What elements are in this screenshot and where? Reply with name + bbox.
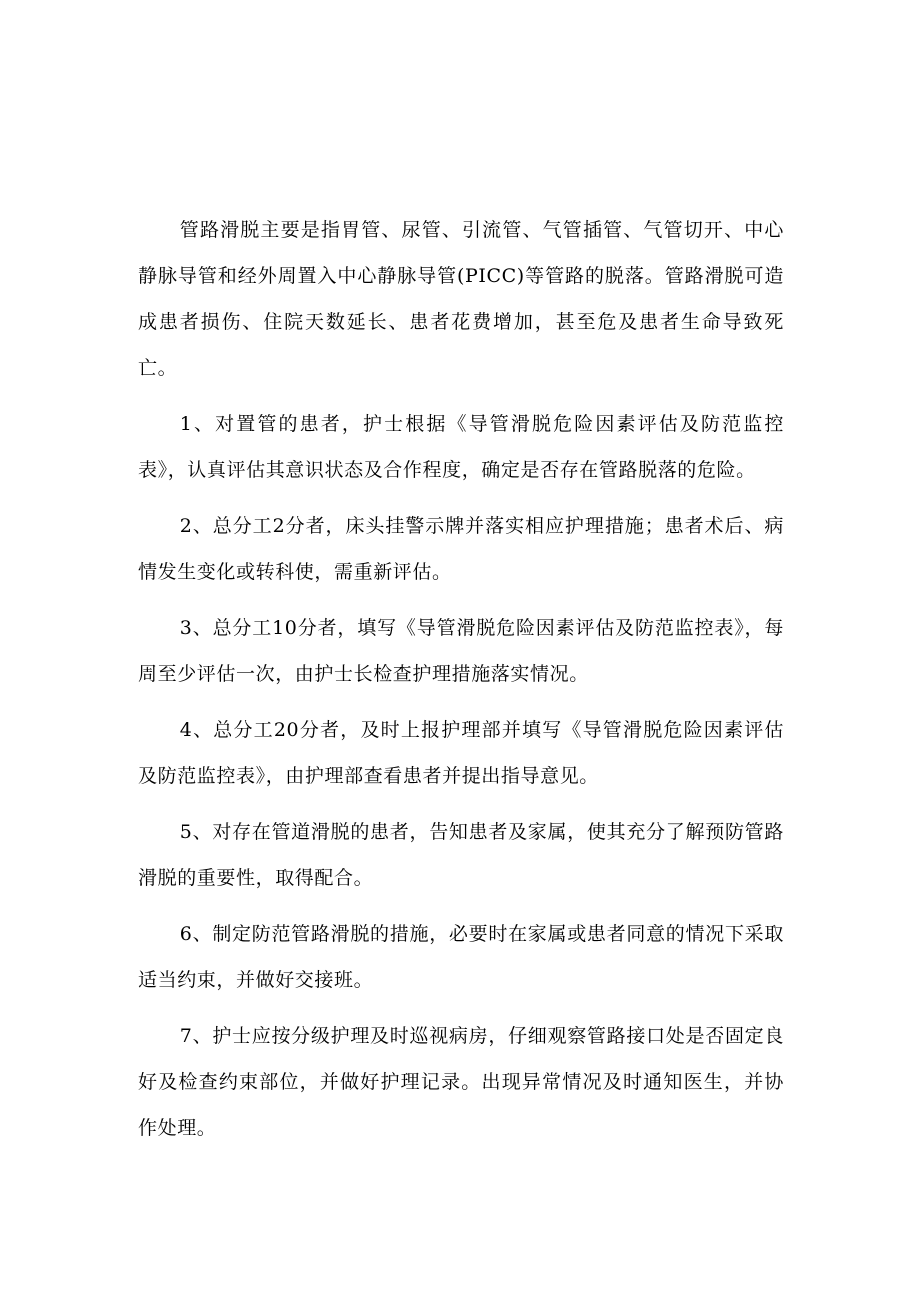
item-7-paragraph: 7、护士应按分级护理及时巡视病房，仔细观察管路接口处是否固定良好及检查约束部位，并做好护理记录。出现异常情况及时通知医生，并协作处理。	[138, 1025, 784, 1139]
item-4-paragraph: 4、总分工20分者，及时上报护理部并填写《导管滑脱危险因素评估及防范监控表》，由护理部查看患者并提出指导意见。	[138, 719, 784, 787]
item-5-paragraph: 5、对存在管道滑脱的患者，告知患者及家属，使其充分了解预防管路滑脱的重要性，取得配合。	[138, 821, 784, 889]
item-3-paragraph: 3、总分工10分者，填写《导管滑脱危险因素评估及防范监控表》，每周至少评估一次，由护士长检查护理措施落实情况。	[138, 617, 784, 685]
document-body	[138, 207, 784, 1161]
item-1-paragraph: 1、对置管的患者，护士根据《导管滑脱危险因素评估及防范监控表》，认真评估其意识状态及合作程度，确定是否存在管路脱落的危险。	[138, 413, 784, 481]
item-2-paragraph: 2、总分工2分者，床头挂警示牌并落实相应护理措施；患者术后、病情发生变化或转科使，需重新评估。	[138, 515, 784, 583]
item-6-paragraph: 6、制定防范管路滑脱的措施，必要时在家属或患者同意的情况下采取适当约束，并做好交接班。	[138, 923, 784, 991]
intro-paragraph: 管路滑脱主要是指胃管、尿管、引流管、气管插管、气管切开、中心静脉导管和经外周置入中心静脉导管(PICC)等管路的脱落。管路滑脱可造成患者损伤、住院天数延长、患者花费增加，甚至危及患者生命导致死亡。	[138, 219, 784, 379]
